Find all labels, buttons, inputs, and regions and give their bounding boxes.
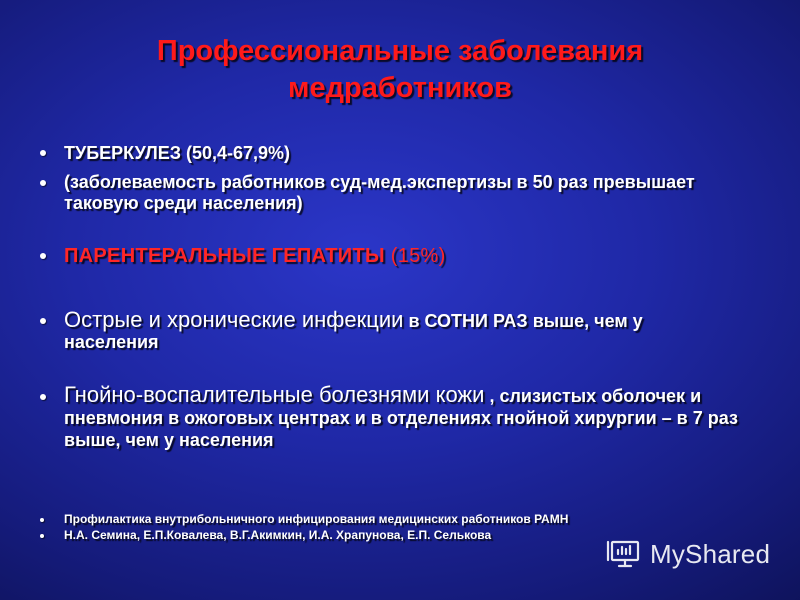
bullet-text-rest: , слизистых оболочек и пневмония в ожоговых центрах и в отделениях гнойной хирургии – в 7 раз выше, чем у населения [64,386,738,450]
bullet-dot [40,518,44,522]
bullet-text: ТУБЕРКУЛЕЗ (50,4-67,9%) [64,143,291,163]
bullet-text-red-suffix: (15%) [384,245,446,267]
bullet-dot [40,318,46,324]
bullet-text [64,384,740,451]
bullet-item [40,309,740,353]
bullet-dot [40,253,46,259]
bullet-text-large: Гнойно-воспалительные болезнями кожи [64,382,485,407]
watermark [606,534,796,574]
bullet-item [40,172,740,214]
bullet-text: (заболеваемость работников суд-мед.экспертизы в 50 раз превышает таковую среди населения) [64,172,695,213]
bullet-text: Профилактика внутрибольничного инфицирования медицинских работников РАМН [64,512,569,526]
bullet-text [64,243,740,269]
slide-title: Профессиональные заболевания медработников [156,35,644,104]
bullet-text: Н.А. Семина, Е.П.Ковалева, В.Г.Акимкин, И.А. Храпунова, Е.П. Селькова [64,528,492,542]
bullet-dot [40,394,46,400]
bullet-text-red: ПАРЕНТЕРАЛЬНЫЕ ГЕПАТИТЫ [64,245,385,267]
bullet-text-large: Острые и хронические инфекции [64,307,404,332]
bullet-text-rest: в СОТНИ РАЗ выше, чем у населения [64,311,643,352]
bullet-text [64,309,740,353]
watermark-text: MyShared [650,538,771,569]
bullet-dot [40,534,44,538]
bullet-item [40,243,740,269]
bullet-dot [40,150,46,156]
bullet-item [40,512,740,527]
bullet-item [40,142,740,164]
bullet-dot [40,180,46,186]
mysharedisplay-icon [606,538,642,570]
bullet-item [40,384,740,451]
